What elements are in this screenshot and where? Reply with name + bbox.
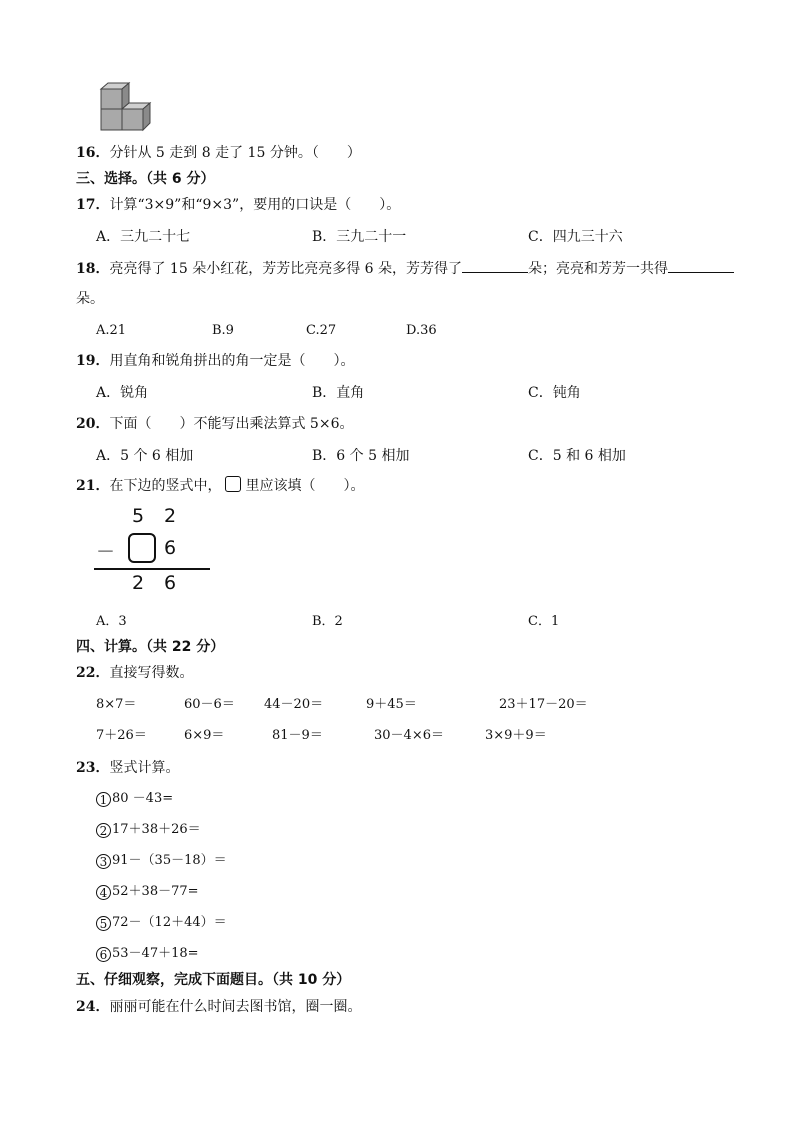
question-text: 丽丽可能在什么时间去图书馆，圈一圈。 <box>109 999 362 1015</box>
question-text: 计算“3×9”和“9×3”，要用的口诀是（ ）。 <box>109 197 401 213</box>
question-text: 下面（ ）不能写出乘法算式 5×6。 <box>109 416 354 432</box>
question-18-tail: 朵。 <box>76 291 104 307</box>
question-number: 21． <box>76 478 110 494</box>
circled-number-icon: 5 <box>96 916 111 931</box>
section-title: 三、选择。（共 6 分） <box>76 171 215 187</box>
circled-number-icon: 2 <box>96 823 111 838</box>
calc-item: 23＋17－20＝ <box>499 697 588 712</box>
calc-item: 30－4×6＝ <box>374 728 444 743</box>
option-b[interactable]: B．三九二十一 <box>312 229 407 245</box>
option-c[interactable]: C．1 <box>528 614 560 629</box>
calc-item: 3 91－（35－18）＝ <box>96 851 227 871</box>
option-b[interactable]: B.9 <box>212 323 234 338</box>
circled-number-icon: 4 <box>96 885 111 900</box>
answer-blank[interactable] <box>668 258 734 273</box>
vertical-subtraction <box>90 505 215 600</box>
option-c[interactable]: C．5 和 6 相加 <box>528 448 626 464</box>
calc-item: 5 72－（12＋44）＝ <box>96 913 227 933</box>
question-22 <box>76 663 193 683</box>
question-number: 23． <box>76 760 110 776</box>
calc-item: 7＋26＝ <box>96 728 147 743</box>
question-18 <box>76 258 734 279</box>
bottom-ones-digit: 6 <box>164 537 177 559</box>
option-b[interactable]: B．直角 <box>312 385 365 401</box>
question-number: 19． <box>76 353 110 369</box>
calc-item: 4 52＋38－77= <box>96 882 199 902</box>
section-title: 五、仔细观察，完成下面题目。（共 10 分） <box>76 972 351 988</box>
question-number: 17． <box>76 197 110 213</box>
question-text: 直接写得数。 <box>109 665 194 681</box>
calc-item: 1 80 －43= <box>96 789 173 809</box>
missing-digit-box[interactable] <box>128 533 156 563</box>
option-a[interactable]: A．5 个 6 相加 <box>96 448 194 464</box>
option-a[interactable]: A.21 <box>96 323 127 338</box>
question-text: 在下边的竖式中， <box>109 478 222 494</box>
question-16 <box>76 143 361 163</box>
question-number: 16． <box>76 145 110 161</box>
calc-item: 2 17＋38＋26＝ <box>96 820 201 840</box>
circled-number-icon: 1 <box>96 792 111 807</box>
calc-item: 9＋45＝ <box>366 697 417 712</box>
question-number: 18． <box>76 261 110 277</box>
calc-item: 6 53－47＋18= <box>96 944 199 964</box>
question-text-2: 里应该填（ ）。 <box>245 478 365 494</box>
question-number: 24． <box>76 999 110 1015</box>
question-text: 竖式计算。 <box>109 760 180 776</box>
minus-sign: － <box>96 541 116 563</box>
question-23 <box>76 758 179 778</box>
sum-line <box>94 568 210 570</box>
option-b[interactable]: B．6 个 5 相加 <box>312 448 410 464</box>
calc-item: 8×7＝ <box>96 697 137 712</box>
calc-item: 6×9＝ <box>184 728 225 743</box>
option-a[interactable]: A．三九二十七 <box>96 229 191 245</box>
option-c[interactable]: C．四九三十六 <box>528 229 623 245</box>
section-title: 四、计算。（共 22 分） <box>76 639 225 655</box>
calc-item: 3×9＋9＝ <box>485 728 547 743</box>
calc-item: 60－6＝ <box>184 697 235 712</box>
circled-number-icon: 3 <box>96 854 111 869</box>
question-number: 20． <box>76 416 110 432</box>
result-ones-digit: 6 <box>164 572 177 594</box>
cube-stack-figure <box>98 82 160 134</box>
question-24 <box>76 997 361 1017</box>
blank-box-icon <box>225 476 241 492</box>
calc-item: 44－20＝ <box>264 697 324 712</box>
question-text-2: 朵；亮亮和芳芳一共得 <box>528 261 669 277</box>
question-text: 亮亮得了 15 朵小红花，芳芳比亮亮多得 6 朵，芳芳得了 <box>109 261 463 277</box>
option-d[interactable]: D.36 <box>406 323 437 338</box>
result-tens-digit: 2 <box>132 572 145 594</box>
question-text: 分针从 5 走到 8 走了 15 分钟。（ ） <box>109 145 361 161</box>
option-a[interactable]: A．锐角 <box>96 385 149 401</box>
question-text: 用直角和锐角拼出的角一定是（ ）。 <box>109 353 355 369</box>
calc-item: 81－9＝ <box>272 728 323 743</box>
question-17 <box>76 195 400 215</box>
option-a[interactable]: A．3 <box>96 614 127 629</box>
question-20 <box>76 414 353 434</box>
question-19 <box>76 351 354 371</box>
top-ones-digit: 2 <box>164 505 177 527</box>
option-c[interactable]: C．钝角 <box>528 385 581 401</box>
option-c[interactable]: C.27 <box>306 323 337 338</box>
answer-blank[interactable] <box>462 258 528 273</box>
option-b[interactable]: B．2 <box>312 614 343 629</box>
top-tens-digit: 5 <box>132 505 145 527</box>
circled-number-icon: 6 <box>96 947 111 962</box>
question-number: 22． <box>76 665 110 681</box>
question-21 <box>76 476 364 496</box>
